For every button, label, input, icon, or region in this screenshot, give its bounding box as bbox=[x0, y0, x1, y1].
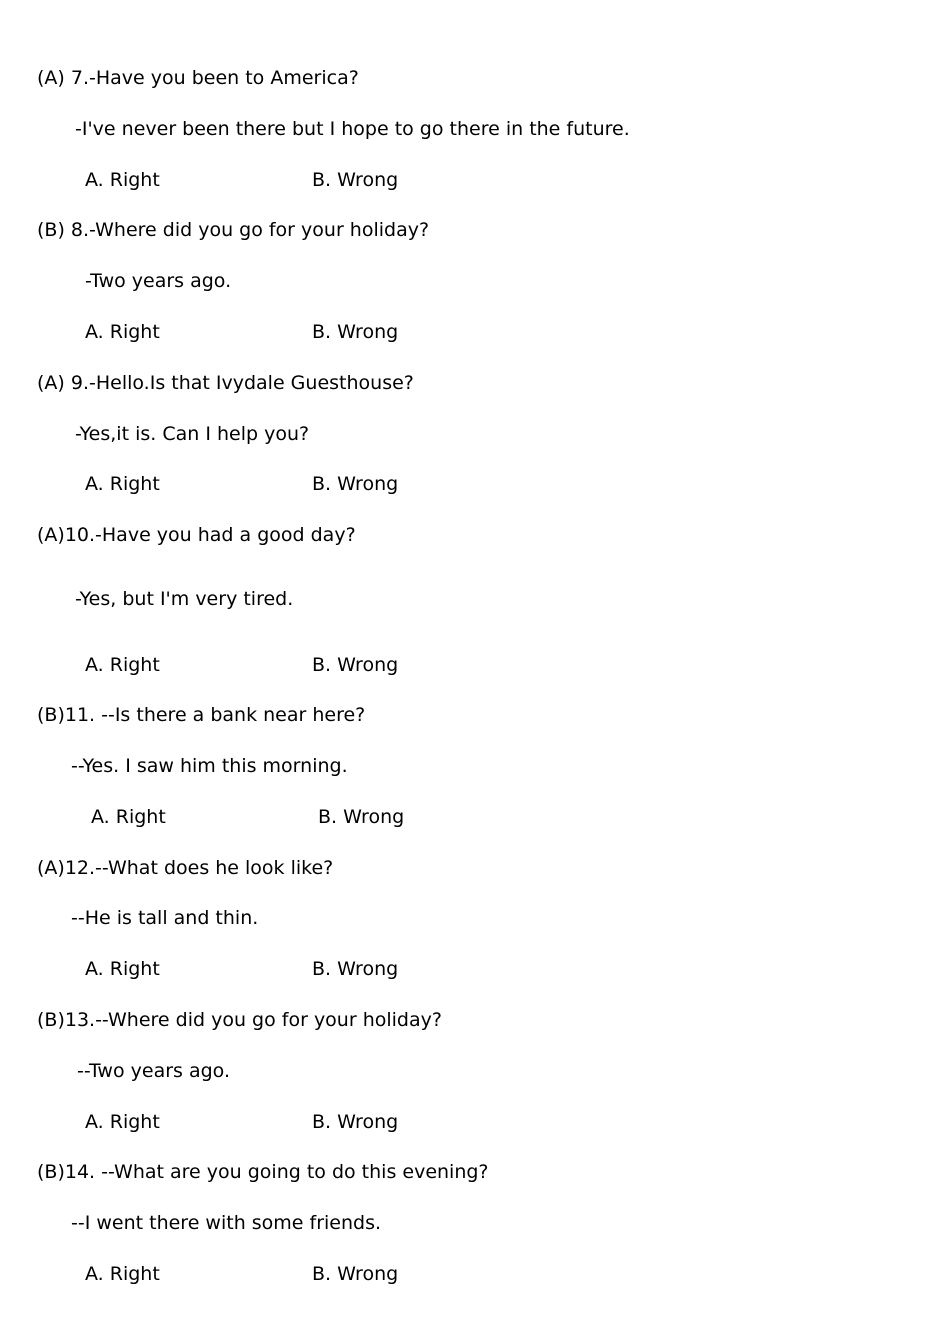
option-a-10: A. Right bbox=[85, 654, 160, 676]
response-13: --Two years ago. bbox=[77, 1060, 230, 1082]
option-b-12: B. Wrong bbox=[312, 958, 399, 980]
option-a-7: A. Right bbox=[85, 169, 160, 191]
response-14: --I went there with some friends. bbox=[71, 1212, 382, 1234]
option-b-9: B. Wrong bbox=[312, 473, 399, 495]
option-a-8: A. Right bbox=[85, 321, 160, 343]
question-13: (B)13.--Where did you go for your holiday? bbox=[37, 1009, 442, 1031]
option-a-12: A. Right bbox=[85, 958, 160, 980]
option-b-10: B. Wrong bbox=[312, 654, 399, 676]
question-11: (B)11. --Is there a bank near here? bbox=[37, 704, 366, 726]
option-b-14: B. Wrong bbox=[312, 1263, 399, 1285]
option-b-11: B. Wrong bbox=[318, 806, 405, 828]
option-a-11: A. Right bbox=[91, 806, 166, 828]
option-a-9: A. Right bbox=[85, 473, 160, 495]
response-10: -Yes, but I'm very tired. bbox=[75, 588, 294, 610]
response-9: -Yes,it is. Can I help you? bbox=[75, 423, 310, 445]
question-9: (A) 9.-Hello.Is that Ivydale Guesthouse? bbox=[37, 372, 414, 394]
question-10: (A)10.-Have you had a good day? bbox=[37, 524, 356, 546]
response-8: -Two years ago. bbox=[85, 270, 232, 292]
response-12: --He is tall and thin. bbox=[71, 907, 259, 929]
option-b-13: B. Wrong bbox=[312, 1111, 399, 1133]
response-11: --Yes. I saw him this morning. bbox=[71, 755, 348, 777]
response-7: -I've never been there but I hope to go there in the future. bbox=[75, 118, 630, 140]
question-7: (A) 7.-Have you been to America? bbox=[37, 67, 359, 89]
question-8: (B) 8.-Where did you go for your holiday? bbox=[37, 219, 430, 241]
option-a-13: A. Right bbox=[85, 1111, 160, 1133]
option-b-7: B. Wrong bbox=[312, 169, 399, 191]
question-14: (B)14. --What are you going to do this evening? bbox=[37, 1161, 489, 1183]
option-b-8: B. Wrong bbox=[312, 321, 399, 343]
question-12: (A)12.--What does he look like? bbox=[37, 857, 334, 879]
option-a-14: A. Right bbox=[85, 1263, 160, 1285]
